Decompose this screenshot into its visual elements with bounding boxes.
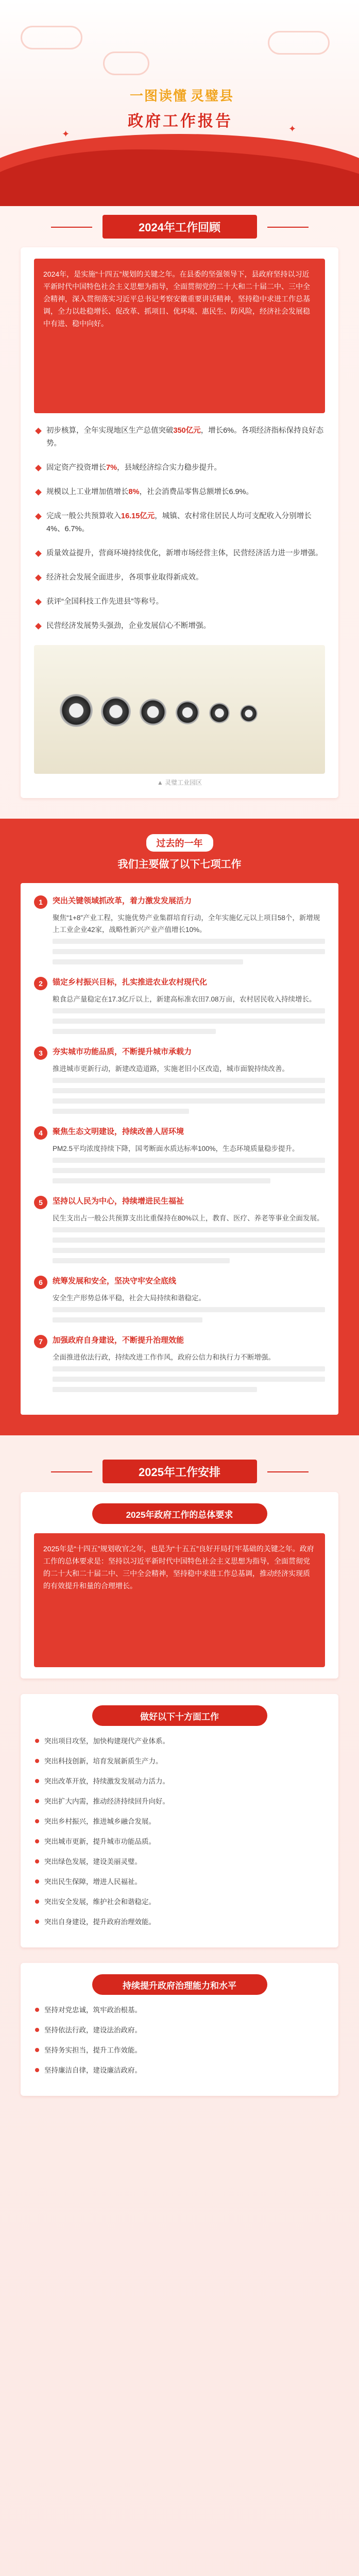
review-bullet: 规模以上工业增加值增长8%，社会消费品零售总额增长6.9%。 <box>34 486 325 499</box>
list-item: 突出安全发展，维护社会和谐稳定。 <box>34 1896 325 1908</box>
review-lead: 2024年，是实施“十四五”规划的关键之年。在县委的坚强领导下，县政府坚持以习近平新时代中国特色社会主义思想为指导，全面贯彻党的二十大和二十届二中、三中全会精神，深入贯彻落实习近平总书记考察安徽重要讲话精神，坚持稳中求进工作总基调，全力以赴稳增长、促改革、抓项目、优环境、惠民生、防风险，经济社会发展稳中有进、稳中向好。 <box>34 259 325 413</box>
requirements-text: 2025年是“十四五”规划收官之年，也是为“十五五”良好开局打牢基础的关键之年。政府工作的总体要求是：坚持以习近平新时代中国特色社会主义思想为指导，全面贯彻党的二十大和二十届二中、三中全会精神，坚持稳中求进工作总基调，推动经济实现质的有效提升和量的合理增长。 <box>34 1533 325 1667</box>
seven-tasks-card <box>21 883 338 1415</box>
task-item: 6 统筹发展和安全，坚决守牢安全底线 安全生产形势总体平稳，社会大局持续和谐稳定。 <box>34 1275 325 1323</box>
governance-title: 持续提升政府治理能力和水平 <box>92 1974 267 1995</box>
governance-list <box>34 2004 325 2076</box>
list-item: 突出自身建设，提升政府治理效能。 <box>34 1916 325 1928</box>
bird-icon: ✦ <box>288 124 297 134</box>
list-item: 坚持依法行政，建设法治政府。 <box>34 2024 325 2036</box>
review-bullet: 固定资产投资增长7%，县域经济综合实力稳步提升。 <box>34 462 325 474</box>
list-item: 坚持对党忠诚，筑牢政治根基。 <box>34 2004 325 2016</box>
list-item: 突出绿色发展，建设美丽灵璧。 <box>34 1856 325 1868</box>
task-item: 2 锚定乡村振兴目标，扎实推进农业农村现代化 粮食总产量稳定在17.3亿斤以上，新建高标准农田7.08万亩，农村居民收入持续增长。 <box>34 976 325 1034</box>
plan-requirements-card <box>21 1492 338 1679</box>
ten-tasks-list <box>34 1735 325 1928</box>
seven-tasks-section <box>0 819 359 1435</box>
section-heading-review <box>0 206 359 247</box>
industrial-photo <box>34 645 325 774</box>
task-item: 1 突出关键领域抓改革，着力激发发展活力 聚焦“1+8”产业工程，实施优势产业集群培育行动，全年实施亿元以上项目58个，新增规上工业企业42家，战略性新兴产业产值增长10%。 <box>34 894 325 964</box>
band-tag: 过去的一年 <box>146 834 213 852</box>
cloud-decoration <box>0 21 359 82</box>
task-item: 3 夯实城市功能品质，不断提升城市承载力 推进城市更新行动，新建改造道路，实施老旧小区改造，城市面貌持续改善。 <box>34 1045 325 1114</box>
ten-tasks-title: 做好以下十方面工作 <box>92 1705 267 1726</box>
list-item: 突出科技创新，培育发展新质生产力。 <box>34 1755 325 1767</box>
review-heading: 2024年工作回顾 <box>102 215 257 239</box>
bird-icon: ✦ <box>62 129 70 139</box>
task-item: 5 坚持以人民为中心，持续增进民生福祉 民生支出占一般公共预算支出比重保持在80%以上，教育、医疗、养老等事业全面发展。 <box>34 1195 325 1263</box>
requirements-title: 2025年政府工作的总体要求 <box>92 1503 267 1524</box>
title-main: 一图读懂 <box>129 88 187 104</box>
review-bullet: 初步核算，全年实现地区生产总值突破350亿元，增长6%。各项经济指标保持良好态势。 <box>34 425 325 450</box>
header-hero <box>0 0 359 206</box>
review-bullet: 经济社会发展全面进步，各项事业取得新成效。 <box>34 571 325 584</box>
review-card <box>21 247 338 798</box>
list-item: 突出民生保障，增进人民福祉。 <box>34 1876 325 1888</box>
list-item: 突出改革开放，持续激发发展动力活力。 <box>34 1775 325 1787</box>
task-item: 4 聚焦生态文明建设，持续改善人居环境 PM2.5平均浓度持续下降，国考断面水质达标率100%，生态环境质量稳步提升。 <box>34 1125 325 1183</box>
plan-heading: 2025年工作安排 <box>102 1460 257 1483</box>
review-bullet: 获评“全国科技工作先进县”等称号。 <box>34 596 325 608</box>
governance-card <box>21 1963 338 2096</box>
title-place: 灵璧县 <box>191 88 234 104</box>
list-item: 突出乡村振兴，推进城乡融合发展。 <box>34 1816 325 1827</box>
list-item: 突出扩大内需，推动经济持续回升向好。 <box>34 1795 325 1807</box>
photo-caption: ▲ 灵璧工业园区 <box>157 779 202 786</box>
review-bullet: 民营经济发展势头强劲，企业发展信心不断增强。 <box>34 620 325 633</box>
task-item: 7 加强政府自身建设，不断提升治理效能 全面推进依法行政，持续改进工作作风，政府公信力和执行力不断增强。 <box>34 1334 325 1392</box>
ten-tasks-card <box>21 1694 338 1947</box>
review-bullet: 完成一般公共预算收入16.15亿元，城镇、农村常住居民人均可支配收入分别增长4%、6.7%。 <box>34 510 325 536</box>
list-item: 突出城市更新，提升城市功能品质。 <box>34 1836 325 1848</box>
section-heading-plan <box>0 1451 359 1492</box>
list-item: 坚持务实担当，提升工作效能。 <box>34 2044 325 2056</box>
list-item: 坚持廉洁自律，建设廉洁政府。 <box>34 2064 325 2076</box>
seven-tasks-title <box>21 834 338 871</box>
band-title: 我们主要做了以下七项工作 <box>117 859 242 870</box>
review-bullet: 质量效益提升，营商环境持续优化，新增市场经营主体，民营经济活力进一步增强。 <box>34 547 325 560</box>
title-sub: 政府工作报告 <box>128 113 233 130</box>
list-item: 突出项目攻坚，加快构建现代产业体系。 <box>34 1735 325 1747</box>
